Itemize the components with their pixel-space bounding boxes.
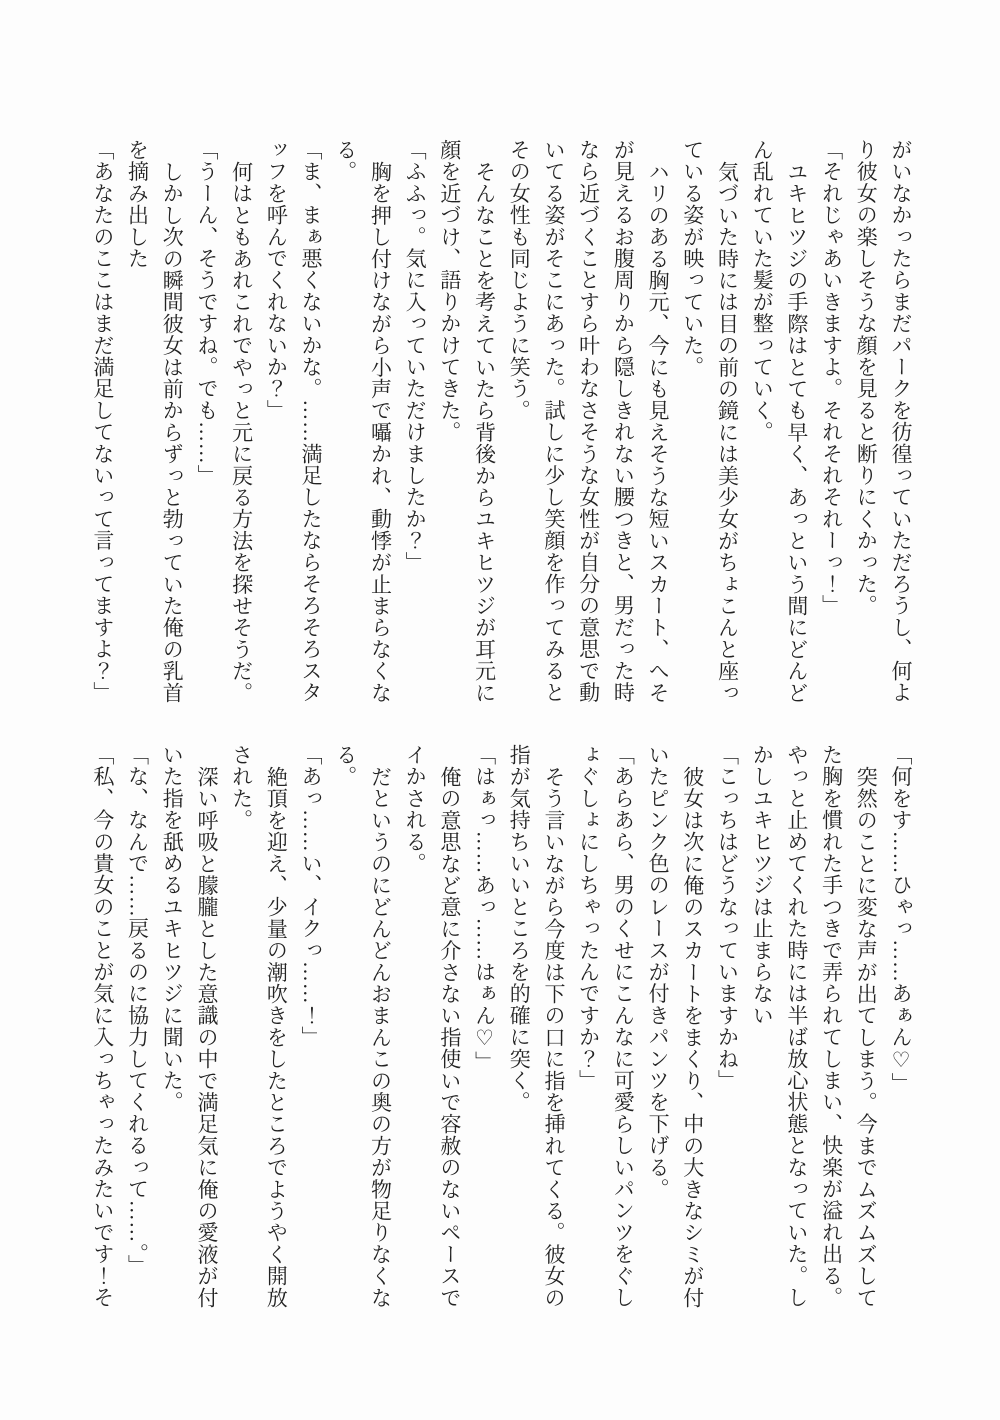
paragraph: 「うーん、そうですね。でも……」 [194,139,219,487]
paragraph: 深い呼吸と朦朧とした意識の中で満足気に俺の愛液が付いた指を舐めるユキヒツジに聞いた。 [160,744,219,1309]
paragraph: しかし次の瞬間彼女は前からずっと勃っていた俺の乳首を摘み出した [125,139,185,704]
text-block-bottom [85,744,918,1312]
paragraph: だというのにどんどんおまんこの奥の方が物足りなくなる。 [333,744,393,1309]
paragraph: 「な、なんで……戻るのに協力してくれるって……。」 [125,744,150,1276]
paragraph: がいなかったらまだパークを彷徨っていただろうし、何より彼女の楽しそうな顔を見ると断りにくかった。 [854,139,913,704]
paragraph: 「ふふっ。気に入っていただけましたか？」 [403,139,428,573]
paragraph: 「あらあら、男のくせにこんなに可愛らしいパンツをぐしょぐしょにしちゃったんですか？」 [576,744,636,1309]
paragraph: 「はぁっ……あっ……はぁん♡」 [472,744,497,1073]
text-block-top [85,139,918,707]
paragraph: 絶頂を迎え、少量の潮吹きをしたところでようやく開放された。 [229,744,289,1309]
paragraph: やっと止めてくれた時には半ば放心状態となっていた。しかしユキヒツジは止まらない [750,744,809,1309]
paragraph: 俺の意思など意に介さない指使いで容赦のないペースでイかされる。 [403,744,462,1309]
paragraph: 「こっちはどうなっていますかね」 [715,744,740,1092]
paragraph: ハリのある胸元、今にも見えそうな短いスカート、へそが見えるお腹周りから隠しきれない腰つきと、男だった時なら近づくことすら叶わなさそうな女性が自分の意思で動いてる姿がそこにあった。試しに少し笑顔を作ってみるとその女性も同じように笑う。 [507,139,671,704]
paragraph: 何はともあれこれでやっと元に戻る方法を探せそうだ。 [229,160,254,704]
paragraph: そんなことを考えていたら背後からユキヒツジが耳元に顔を近づけ、語りかけてきた。 [437,139,497,704]
paragraph: ユキヒツジの手際はとても早く、あっという間にどんどん乱れていた髪が整っていく。 [750,139,809,704]
paragraph: 突然のことに変な声が出てしまう。今までムズムズしてた胸を慣れた手つきで弄られてしまい、快楽が溢れ出る。 [819,744,879,1309]
paragraph: そう言いながら今度は下の口に指を挿れてくる。彼女の指が気持ちいいところを的確に突く。 [507,744,566,1309]
paragraph: 「あっ……い、イクっ……！」 [299,744,324,1048]
paragraph: 「何をす……ひゃっ……あぁん♡」 [889,744,913,1095]
paragraph: 「私、今の貴女のことが気に入っちゃったみたいです！そ [90,744,115,1309]
paragraph: 「ま、まぁ悪くないかな。……満足したならそろそろスタッフを呼んでくれないか？」 [264,139,324,704]
paragraph: 「それじゃあいきますよ。それそれそれーっ！」 [819,139,844,617]
paragraph: 気づいた時には目の前の鏡には美少女がちょこんと座っている姿が映っていた。 [680,139,740,704]
paragraph: 「あなたのここはまだ満足してないって言ってますよ？」 [90,139,115,704]
paragraph: 胸を押し付けながら小声で囁かれ、動悸が止まらなくなる。 [333,139,393,704]
paragraph: 彼女は次に俺のスカートをまくり、中の大きなシミが付いたピンク色のレースが付きパンツを下げる。 [646,744,705,1309]
